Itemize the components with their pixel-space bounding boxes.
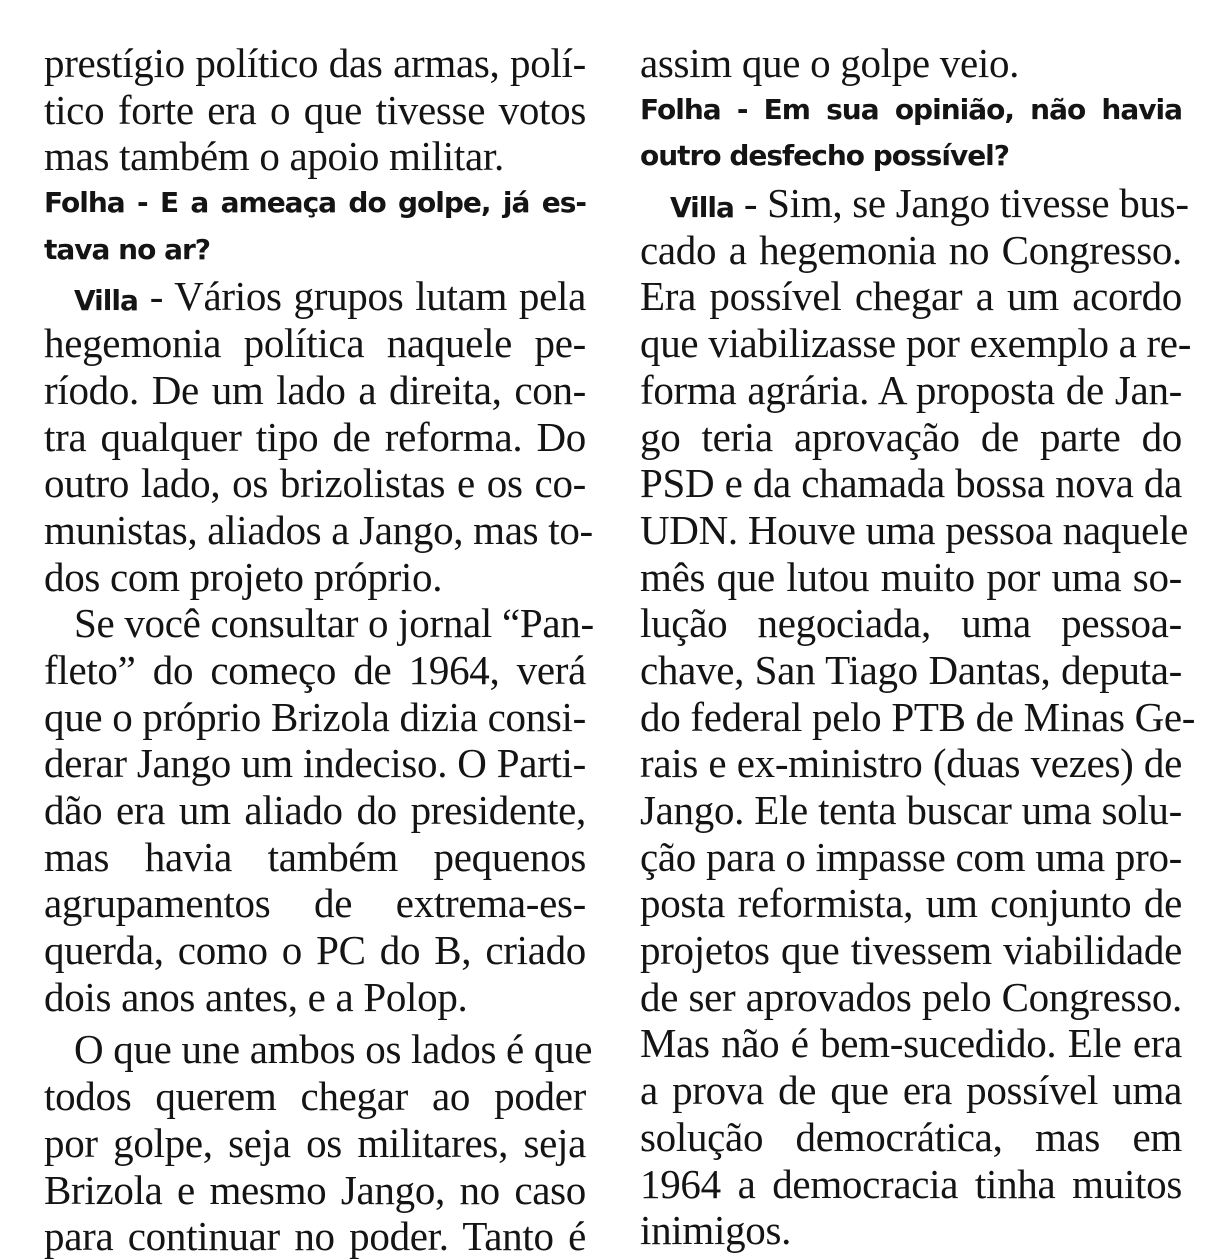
speaker-name: Villa — [74, 284, 138, 318]
text-line: do federal pelo PTB de Minas Ge- — [640, 693, 1196, 740]
text-line: mas também o apoio militar. — [44, 133, 504, 180]
question-line: Folha - E a ameaça do golpe, já es- — [44, 186, 586, 220]
paragraph — [44, 600, 594, 1020]
text-line: derar Jango um indeciso. O Parti- — [44, 740, 586, 787]
right-column — [640, 40, 1196, 1254]
interview-question — [44, 180, 586, 273]
left-column — [44, 40, 594, 1260]
text-line: Jango. Ele tenta buscar uma solu- — [640, 787, 1182, 833]
text-line: que o próprio Brizola dizia consi- — [44, 693, 586, 740]
text-line: querda, como o PC do B, criado — [44, 927, 586, 974]
interview-answer — [640, 180, 1196, 1254]
text-line: tico forte era o que tivesse votos — [44, 86, 586, 133]
text-line: 1964 a democracia tinha muitos — [640, 1160, 1182, 1207]
answer-start: - Vários grupos lutam pela — [137, 273, 586, 320]
text-line: assim que o golpe veio. — [640, 40, 1020, 86]
text-line: tra qualquer tipo de reforma. Do — [44, 413, 586, 460]
text-line: dos com projeto próprio. — [44, 553, 443, 600]
paragraph — [44, 1026, 593, 1260]
text-line: fleto” do começo de 1964, verá — [44, 646, 586, 693]
text-line: Se você consultar o jornal “Pan- — [74, 600, 594, 647]
text-line: O que une ambos os lados é que — [74, 1026, 593, 1073]
text-line: todos querem chegar ao poder — [44, 1073, 586, 1120]
interview-question — [640, 87, 1182, 180]
text-line: ríodo. De um lado a direita, con- — [44, 366, 586, 413]
text-line: PSD e da chamada bossa nova da — [640, 460, 1182, 507]
text-line: para continuar no poder. Tanto é — [44, 1213, 586, 1260]
text-line: Brizola e mesmo Jango, no caso — [44, 1166, 586, 1213]
text-line: go teria aprovação de parte do — [640, 413, 1182, 460]
text-line: mês que lutou muito por uma so- — [640, 553, 1182, 600]
text-line: UDN. Houve uma pessoa naquele — [640, 506, 1189, 553]
text-line: lução negociada, uma pessoa- — [640, 600, 1182, 647]
text-line: agrupamentos de extrema-es- — [44, 880, 586, 927]
text-line: munistas, aliados a Jango, mas to- — [44, 506, 593, 553]
speaker-name: Villa — [670, 191, 734, 225]
text-line: inimigos. — [640, 1207, 792, 1254]
text-line: dão era um aliado do presidente, — [44, 787, 586, 833]
text-line: prestígio político das armas, polí- — [44, 40, 586, 86]
interview-answer — [44, 273, 593, 600]
question-line: outro desfecho possível? — [640, 139, 1010, 173]
text-line: de ser aprovados pelo Congresso. — [640, 973, 1182, 1020]
text-line: solução democrática, mas em — [640, 1113, 1182, 1160]
text-line: Mas não é bem-sucedido. Ele era — [640, 1020, 1182, 1067]
text-line: a prova de que era possível uma — [640, 1067, 1182, 1114]
text-line: forma agrária. A proposta de Jan- — [640, 366, 1182, 413]
text-line: cado a hegemonia no Congresso. — [640, 226, 1182, 273]
text-line — [640, 180, 1189, 227]
text-line: rais e ex-ministro (duas vezes) de — [640, 740, 1182, 787]
text-line: mas havia também pequenos — [44, 833, 586, 880]
text-line: dois anos antes, e a Polop. — [44, 973, 468, 1020]
text-line: chave, San Tiago Dantas, deputa- — [640, 646, 1182, 693]
text-line — [44, 273, 586, 320]
paragraph — [44, 40, 586, 180]
text-line: outro lado, os brizolistas e os co- — [44, 460, 586, 507]
text-line: que viabilizasse por exemplo a re- — [640, 320, 1192, 367]
text-line: posta reformista, um conjunto de — [640, 880, 1182, 927]
text-line: hegemonia política naquele pe- — [44, 320, 586, 367]
paragraph — [640, 40, 1182, 87]
text-line: ção para o impasse com uma pro- — [640, 833, 1182, 880]
question-line: Folha - Em sua opinião, não havia — [640, 92, 1182, 126]
question-line: tava no ar? — [44, 232, 211, 266]
answer-start: - Sim, se Jango tivesse bus- — [733, 180, 1189, 227]
text-line: projetos que tivessem viabilidade — [640, 927, 1182, 974]
text-line: Era possível chegar a um acordo — [640, 273, 1182, 320]
text-line: por golpe, seja os militares, seja — [44, 1119, 586, 1166]
